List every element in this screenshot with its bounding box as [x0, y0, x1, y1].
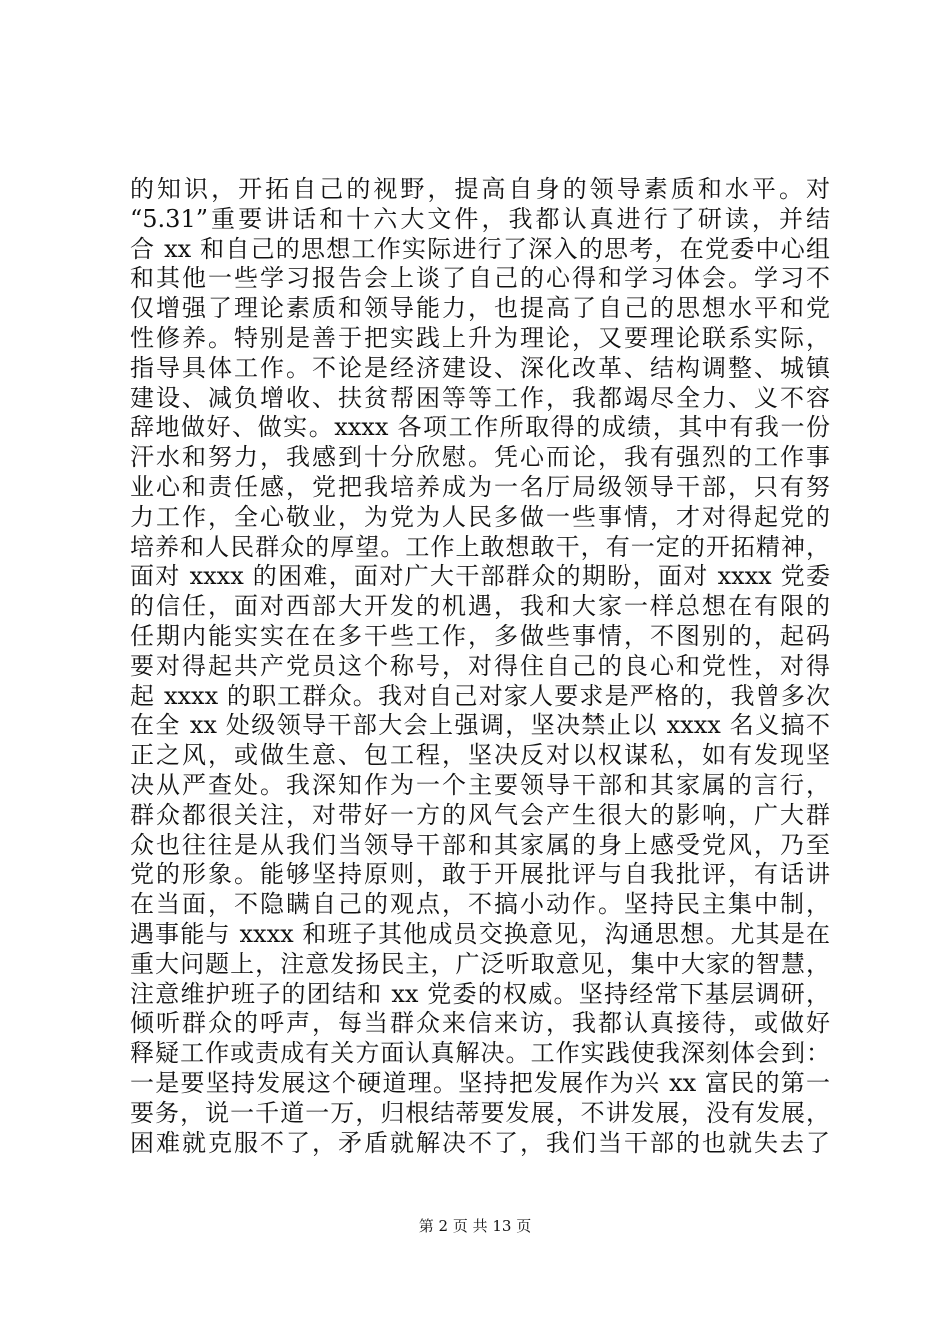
text-line: 辞地做好、做实。xxxx 各项工作所取得的成绩，其中有我一份	[130, 413, 830, 442]
text-line: 指导具体工作。不论是经济建设、深化改革、结构调整、城镇	[130, 353, 830, 382]
text-line: 重大问题上，注意发扬民主，广泛听取意见，集中大家的智慧，	[130, 949, 830, 978]
text-line: 面对 xxxx 的困难，面对广大干部群众的期盼，面对 xxxx 党委	[130, 562, 830, 591]
text-line: 任期内能实实在在多干些工作，多做些事情，不图别的，起码	[130, 621, 830, 650]
text-line: 困难就克服不了，矛盾就解决不了，我们当干部的也就失去了	[130, 1128, 830, 1157]
text-line: 遇事能与 xxxx 和班子其他成员交换意见，沟通思想。尤其是在	[130, 919, 830, 948]
text-line: 力工作，全心敬业，为党为人民多做一些事情，才对得起党的	[130, 502, 830, 531]
page-footer	[0, 1216, 950, 1236]
text-line: 建设、减负增收、扶贫帮困等等工作，我都竭尽全力、义不容	[130, 383, 830, 412]
text-line: 党的形象。能够坚持原则，敢于开展批评与自我批评，有话讲	[130, 860, 830, 889]
text-line: 性修养。特别是善于把实践上升为理论，又要理论联系实际，	[130, 323, 830, 352]
text-line: 倾听群众的呼声，每当群众来信来访，我都认真接待，或做好	[130, 1009, 830, 1038]
text-line: 起 xxxx 的职工群众。我对自己对家人要求是严格的，我曾多次	[130, 681, 830, 710]
text-line: 要对得起共产党员这个称号，对得住自己的良心和党性，对得	[130, 651, 830, 680]
text-line: 要务，说一千道一万，归根结蒂要发展，不讲发展，没有发展，	[130, 1098, 830, 1127]
text-line: 众也往往是从我们当领导干部和其家属的身上感受党风，乃至	[130, 830, 830, 859]
text-line: 注意维护班子的团结和 xx 党委的权威。坚持经常下基层调研，	[130, 979, 830, 1008]
text-line: 在当面，不隐瞒自己的观点，不搞小动作。坚持民主集中制，	[130, 890, 830, 919]
text-line: 的知识，开拓自己的视野，提高自身的领导素质和水平。对	[130, 175, 830, 203]
text-line: 一是要坚持发展这个硬道理。坚持把发展作为兴 xx 富民的第一	[130, 1068, 830, 1097]
text-line: 仅增强了理论素质和领导能力，也提高了自己的思想水平和党	[130, 294, 830, 323]
text-line: 在全 xx 处级领导干部大会上强调，坚决禁止以 xxxx 名义搞不	[130, 711, 830, 740]
text-line: 释疑工作或责成有关方面认真解决。工作实践使我深刻体会到：	[130, 1039, 830, 1068]
text-line: 合 xx 和自己的思想工作实际进行了深入的思考，在党委中心组	[130, 234, 830, 263]
text-line: 业心和责任感，党把我培养成为一名厅局级领导干部，只有努	[130, 472, 830, 501]
text-line: 的信任，面对西部大开发的机遇，我和大家一样总想在有限的	[130, 592, 830, 621]
text-line: 和其他一些学习报告会上谈了自己的心得和学习体会。学习不	[130, 264, 830, 293]
text-line: 汗水和努力，我感到十分欣慰。凭心而论，我有强烈的工作事	[130, 443, 830, 472]
text-line: 正之风，或做生意、包工程，坚决反对以权谋私，如有发现坚	[130, 741, 830, 770]
text-line: “5.31”重要讲话和十六大文件，我都认真进行了研读，并结	[130, 204, 830, 233]
text-line: 培养和人民群众的厚望。工作上敢想敢干，有一定的开拓精神，	[130, 532, 830, 561]
body-text	[130, 175, 830, 1158]
text-line: 决从严查处。我深知作为一个主要领导干部和其家属的言行，	[130, 770, 830, 799]
page-number-label: 第 2 页 共 13 页	[418, 1217, 532, 1235]
text-line: 群众都很关注，对带好一方的风气会产生很大的影响，广大群	[130, 800, 830, 829]
